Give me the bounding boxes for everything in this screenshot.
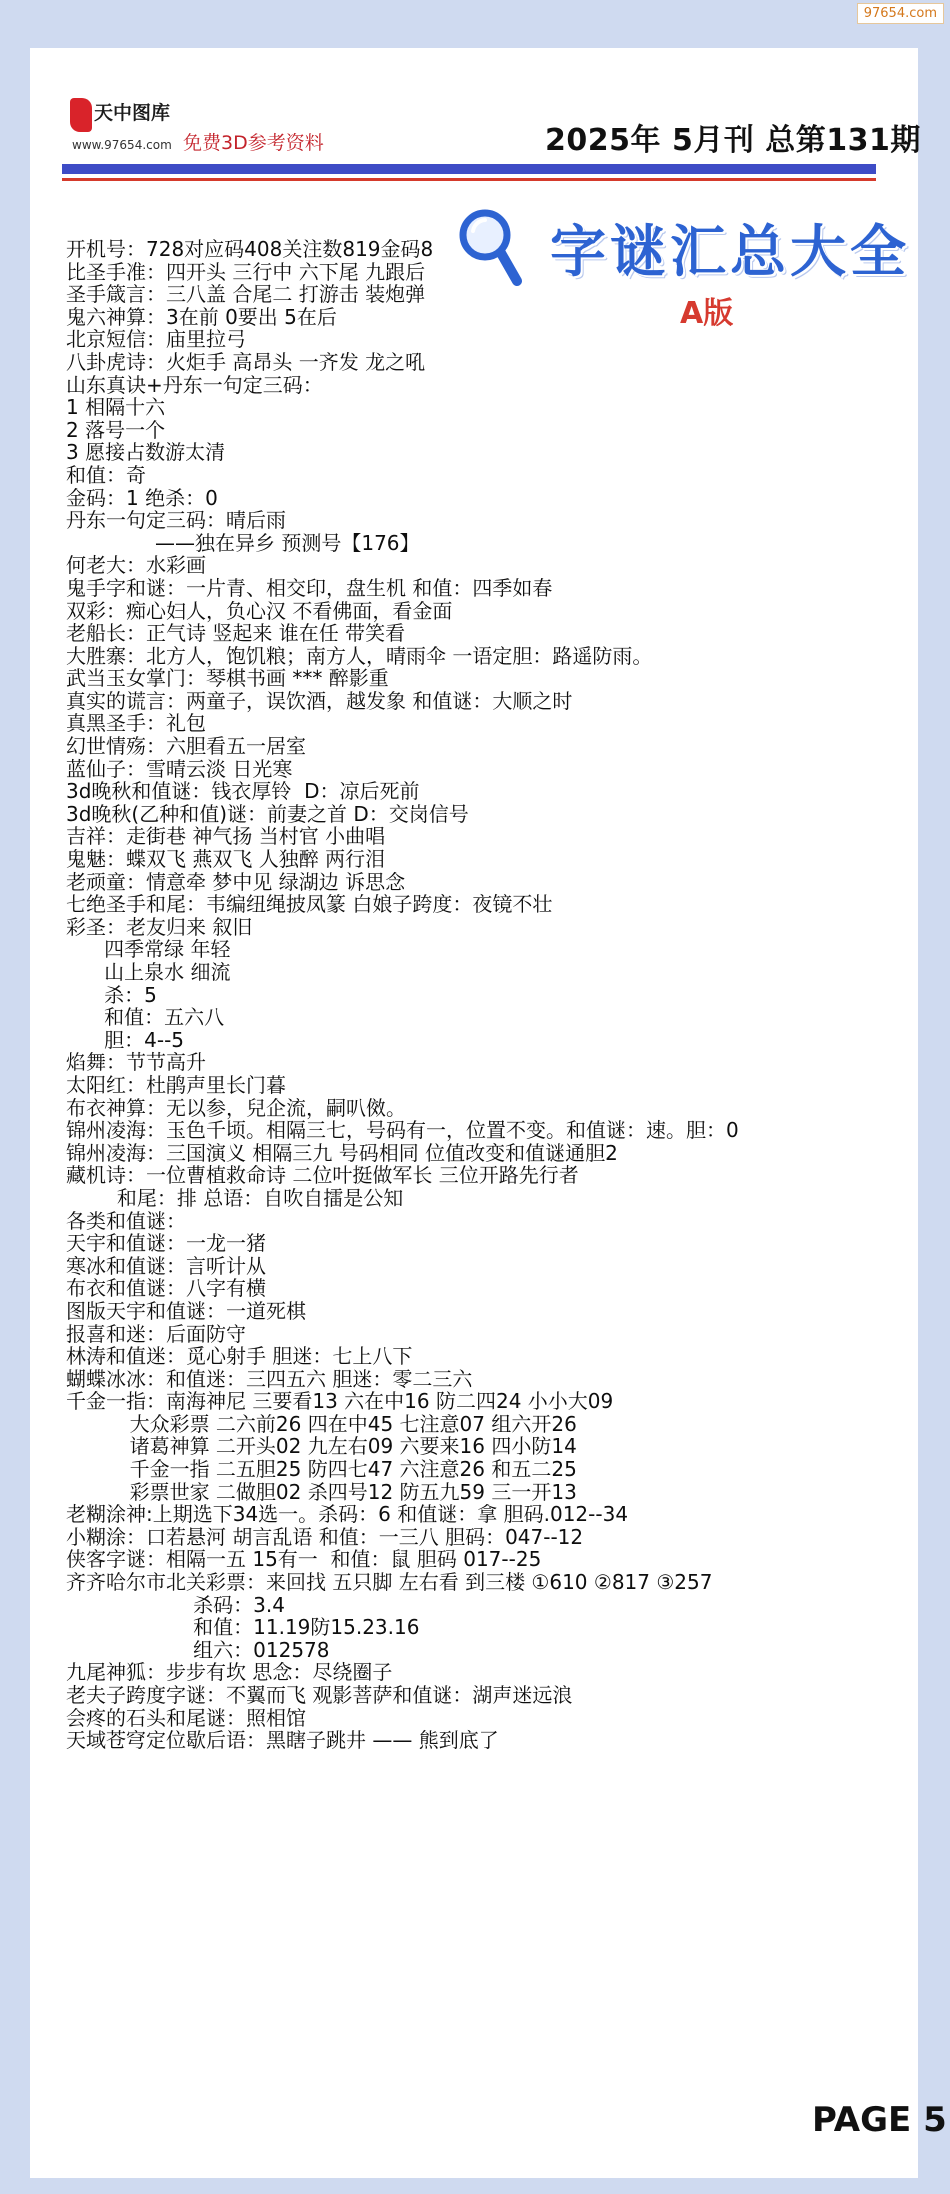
logo-name: 天中图库 [94, 102, 171, 124]
riddle-line: 3d晚秋(乙种和值)谜：前妻之首 D：交岗信号 [66, 801, 469, 826]
riddle-line: 锦州凌海：玉色千顷。相隔三七，号码有一，位置不变。和值谜：速。胆：0 [66, 1118, 739, 1143]
riddle-line: 和值：奇 [66, 462, 146, 487]
riddle-line: 山东真诀+丹东一句定三码： [66, 372, 323, 397]
riddle-line: 大众彩票 二六前26 四在中45 七注意07 组六开26 [66, 1411, 577, 1436]
riddle-line: 吉祥：走街巷 神气扬 当村官 小曲唱 [66, 824, 386, 849]
riddle-line: ——独在异乡 预测号【176】 [66, 530, 420, 555]
riddle-line: 寒冰和值谜：言听计从 [66, 1253, 266, 1278]
riddle-line: 武当玉女掌门：琴棋书画 *** 醉影重 [66, 666, 389, 691]
riddle-line: 诸葛神算 二开头02 九左右09 六要来16 四小防14 [66, 1434, 577, 1459]
riddle-line: 蓝仙子：雪晴云淡 日光寒 [66, 756, 293, 781]
riddle-line: 彩票世家 二做胆02 杀四号12 防五九59 三一开13 [66, 1479, 577, 1504]
riddle-line: 七绝圣手和尾：韦编纽绳披凤篆 白娘子跨度：夜镜不壮 [66, 892, 553, 917]
riddle-line: 彩圣：老友归来 叙旧 [66, 914, 253, 939]
riddle-line: 太阳红：杜鹃声里长门暮 [66, 1072, 286, 1097]
riddle-line: 3 愿接占数游太清 [66, 440, 226, 465]
riddle-line: 老糊涂神:上期选下34选一。杀码：6 和值谜：拿 胆码.012--34 [66, 1502, 629, 1527]
riddle-line: 杀码：3.4 [66, 1592, 285, 1617]
riddle-line: 鬼六神算：3在前 0要出 5在后 [66, 304, 337, 329]
riddle-line: 侠客字谜：相隔一五 15有一 和值：鼠 胆码 017--25 [66, 1547, 542, 1572]
issue-info: 2025年 5月刊 总第131期 [545, 123, 921, 158]
riddle-line: 齐齐哈尔市北关彩票：来回找 五只脚 左右看 到三楼 ①610 ②817 ③257 [66, 1570, 713, 1595]
riddle-line: 开机号：728对应码408关注数819金码8 [66, 237, 434, 261]
riddle-line: 1 相隔十六 [66, 395, 166, 420]
riddle-line: 千金一指 二五胆25 防四七47 六注意26 和五二25 [66, 1457, 577, 1482]
header-tagline: 免费3D参考资料 [183, 132, 324, 154]
riddle-line: 四季常绿 年轻 [66, 937, 231, 962]
page-number: PAGE 5 [812, 2100, 947, 2140]
riddle-line: 会疼的石头和尾谜：照相馆 [66, 1705, 306, 1730]
riddle-line: 鬼手字和谜：一片青、相交印，盘生机 和值：四季如春 [66, 575, 553, 600]
riddle-line: 天宇和值谜：一龙一猪 [66, 1231, 266, 1256]
riddle-line: 组六：012578 [66, 1637, 330, 1662]
riddle-line: 3d晚秋和值谜：钱衣厚铃 D：凉后死前 [66, 779, 420, 804]
riddle-line: 林涛和值迷：觅心射手 胆迷：七上八下 [66, 1344, 413, 1369]
edition-badge: A版 [680, 296, 734, 331]
header-divider-red [62, 178, 876, 181]
riddle-line: 图版天宇和值谜：一道死棋 [66, 1298, 306, 1323]
riddle-line: 九尾神狐：步步有坎 思念：尽绕圈子 [66, 1660, 393, 1685]
logo-mark-icon [70, 98, 92, 132]
riddle-line: 蝴蝶冰冰：和值迷：三四五六 胆迷：零二三六 [66, 1366, 473, 1391]
riddle-line: 布衣和值谜：八字有横 [66, 1276, 266, 1301]
riddle-line: 天域苍穹定位歇后语：黑瞎子跳井 —— 熊到底了 [66, 1728, 499, 1753]
riddle-line: 2 落号一个 [66, 417, 166, 442]
riddle-line: 小糊涂：口若悬河 胡言乱语 和值：一三八 胆码：047--12 [66, 1524, 584, 1549]
riddle-line: 山上泉水 细流 [66, 960, 231, 984]
riddle-line: 鬼魅：蝶双飞 燕双飞 人独醉 两行泪 [66, 847, 386, 872]
logo-url: www.97654.com [72, 138, 172, 152]
riddle-line: 焰舞：节节高升 [66, 1050, 206, 1075]
riddle-line: 藏机诗：一位曹植救命诗 二位叶挺做军长 三位开路先行者 [66, 1163, 579, 1188]
riddle-line: 丹东一句定三码：晴后雨 [66, 508, 286, 533]
riddle-line: 和值：11.19防15.23.16 [66, 1615, 420, 1640]
riddle-line: 布衣神算：无以参，兒企流，嗣叭傚。 [66, 1095, 406, 1120]
riddle-line: 比圣手准：四开头 三行中 六下尾 九跟后 [66, 259, 426, 284]
riddle-line: 杀：5 [66, 982, 157, 1007]
riddle-line: 真黑圣手：礼包 [66, 711, 206, 736]
page-title: 字谜汇总大全 [550, 220, 910, 285]
riddle-line: 千金一指：南海神尼 三要看13 六在中16 防二四24 小小大09 [66, 1389, 614, 1414]
riddle-line: 双彩：痴心妇人，负心汉 不看佛面，看金面 [66, 598, 453, 623]
riddle-line: 八卦虎诗：火炬手 高昂头 一齐发 龙之吼 [66, 349, 426, 374]
riddle-line: 锦州凌海：三国演义 相隔三九 号码相同 位值改变和值谜通胆2 [66, 1140, 618, 1165]
riddle-line: 老夫子跨度字谜：不翼而飞 观影菩萨和值谜：湖声迷远浪 [66, 1683, 573, 1707]
riddle-line: 幻世情殇：六胆看五一居室 [66, 734, 306, 759]
riddle-list [66, 238, 886, 1752]
riddle-line: 大胜寨：北方人，饱饥粮；南方人，晴雨伞 一语定胆：路遥防雨。 [66, 643, 653, 668]
riddle-line: 各类和值谜： [66, 1208, 186, 1233]
riddle-line: 和值：五六八 [66, 1005, 225, 1030]
site-watermark: 97654.com [857, 3, 944, 24]
header-divider-blue [62, 164, 876, 174]
riddle-line: 金码：1 绝杀：0 [66, 485, 218, 510]
riddle-line: 老顽童：情意牵 梦中见 绿湖边 诉思念 [66, 869, 406, 894]
riddle-line: 圣手箴言：三八盖 合尾二 打游击 装炮弹 [66, 282, 426, 307]
riddle-line: 报喜和迷：后面防守 [66, 1321, 246, 1346]
riddle-line: 北京短信：庙里拉弓 [66, 327, 246, 352]
riddle-line: 真实的谎言：两童子，误饮酒，越发象 和值谜：大顺之时 [66, 688, 573, 713]
riddle-line: 胆：4--5 [66, 1027, 185, 1052]
riddle-line: 何老大：水彩画 [66, 553, 206, 578]
riddle-line: 老船长：正气诗 竖起来 谁在任 带笑看 [66, 621, 406, 646]
riddle-line: 和尾：排 总语：自吹自擂是公知 [66, 1185, 404, 1210]
